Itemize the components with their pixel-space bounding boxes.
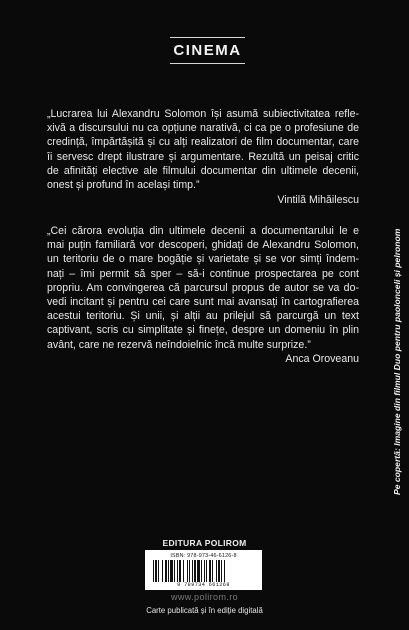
barcode-stripe: [162, 560, 163, 582]
series-logo-text: CINEMA: [173, 42, 242, 59]
publisher-name: EDITURA POLIROM: [162, 538, 247, 548]
barcode-stripe: [168, 560, 169, 582]
barcode-stripe: [221, 560, 222, 582]
isbn-label: ISBN: 978-973-46-6126-8: [170, 553, 237, 559]
quote-author-2: Anca Oroveanu: [285, 353, 359, 365]
quote-line: mai puțin familiară vor descoperi, ghidați de Alexandru Solomon,: [47, 239, 359, 252]
barcode-stripe: [170, 560, 173, 582]
barcode-bars: [153, 560, 254, 582]
barcode-stripe: [212, 560, 213, 582]
barcode-stripe: [165, 560, 167, 582]
blurb-quote-1: [47, 107, 359, 192]
barcode-stripe: [183, 560, 184, 582]
barcode-stripe: [224, 560, 225, 582]
quote-line: credință, împărtășită și cu alți realizatori de film documentar, care: [47, 136, 359, 149]
barcode-stripe: [204, 560, 205, 582]
barcode-stripe: [179, 560, 181, 582]
barcode-stripe: [174, 560, 175, 582]
barcode-stripe: [189, 560, 190, 582]
barcode-stripe: [192, 560, 193, 582]
barcode-stripe: [155, 560, 157, 582]
quote-line: avânt, care ne rezervă neîndoielnic încă multe surprize.”: [47, 338, 311, 351]
barcode-stripe: [218, 560, 220, 582]
barcode-stripe: [187, 560, 188, 582]
barcode-digits: 9 789734 661268: [177, 582, 230, 588]
digital-edition-note: Carte publicată și în ediție digitală: [146, 606, 263, 615]
blurb-quote-2: [47, 224, 359, 352]
cover-credit-note: Pe copertă: Imagine din filmul Duo pentru paolonceli și pelronom: [392, 228, 402, 495]
barcode-stripe: [158, 560, 159, 582]
quote-line: xivă a discursului nu ca opțiune narativă, ci ca pe o profesiune de: [47, 122, 359, 135]
publisher-website: www.polirom.ro: [170, 592, 239, 602]
quote-line: vedi incitant și pentru cei care sunt mai avansați în cartografierea: [47, 296, 359, 309]
quote-line: onest și profund în același timp.”: [47, 179, 200, 192]
barcode-stripe: [209, 560, 211, 582]
quote-line: „Cei cărora evoluția din ultimele decenii a documentarului le e: [47, 225, 359, 237]
quote-author-1: Vintilă Mihăilescu: [277, 194, 359, 206]
quote-line: nați – îmi permit să sper – să-i continue prospectarea pe cont: [47, 267, 359, 280]
quote-line: acestui teritoriu. Și unii, și alții au prilejul să parcurgă un text: [47, 310, 359, 323]
quote-line: „Lucrarea lui Alexandru Solomon își asumă subiectivitatea refle-: [47, 108, 359, 120]
barcode-stripe: [197, 560, 200, 582]
isbn-barcode: [145, 550, 262, 590]
barcode-stripe: [194, 560, 196, 582]
quote-line: de afinități elective ale filmului documentar din ultimele decenii,: [47, 164, 359, 177]
barcode-stripe: [206, 560, 207, 582]
barcode-stripe: [177, 560, 178, 582]
series-logo: [170, 37, 245, 64]
quote-line: îi servesc drept ilustrare și argumentare. Rezultă un peisaj critic: [47, 150, 359, 163]
quote-line: captivant, scris cu simplitate și finețe, despre un domeniu în plin: [47, 324, 359, 337]
quote-line: propriu. Am convingerea că parcursul propus de autor se va do-: [47, 281, 359, 294]
barcode-stripe: [216, 560, 217, 582]
barcode-stripe: [201, 560, 202, 582]
quote-line: un teritoriu de o mare bogăție și varietate și se vor simți îndem-: [47, 253, 359, 266]
barcode-stripe: [153, 560, 154, 582]
